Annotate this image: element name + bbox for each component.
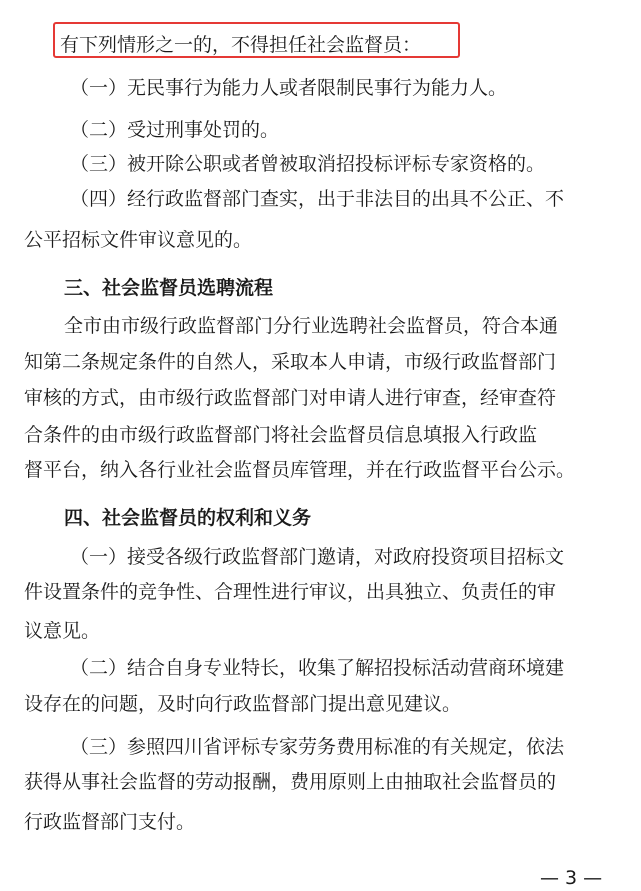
doc-line-p3-3: 审核的方式，由市级行政监督部门对申请人进行审查，经审查符: [24, 387, 557, 409]
doc-line-item-4-cont: 公平招标文件审议意见的。: [24, 229, 253, 251]
doc-line-p4-1: （一）接受各级行政监督部门邀请，对政府投资项目招标文: [70, 546, 565, 568]
doc-line-item-1: （一）无民事行为能力人或者限制民事行为能力人。: [70, 77, 508, 99]
doc-line-item-4: （四）经行政监督部门查实，出于非法目的出具不公正、不: [70, 188, 565, 210]
doc-line-p4-2: 件设置条件的竞争性、合理性进行审议，出具独立、负责任的审: [24, 581, 557, 603]
doc-line-item-3: （三）被开除公职或者曾被取消招投标评标专家资格的。: [70, 153, 546, 175]
doc-line-intro-highlighted: 有下列情形之一的，不得担任社会监督员：: [60, 34, 422, 56]
section-heading-3: 三、社会监督员选聘流程: [64, 277, 274, 299]
doc-line-p4-6: （三）参照四川省评标专家劳务费用标准的有关规定，依法: [70, 736, 565, 758]
doc-line-p3-4: 合条件的由市级行政监督部门将社会监督员信息填报入行政监: [24, 424, 538, 446]
doc-line-p4-3: 议意见。: [24, 620, 101, 642]
doc-line-item-2: （二）受过刑事处罚的。: [70, 119, 280, 141]
section-heading-4: 四、社会监督员的权利和义务: [64, 507, 312, 529]
doc-line-p4-5: 设存在的问题，及时向行政监督部门提出意见建议。: [24, 693, 462, 715]
doc-line-p3-1: 全市由市级行政监督部门分行业选聘社会监督员，符合本通: [64, 315, 559, 337]
page-number: — 3 —: [540, 867, 603, 889]
doc-line-p4-7: 获得从事社会监督的劳动报酬，费用原则上由抽取社会监督员的: [24, 771, 557, 793]
doc-line-p3-2: 知第二条规定条件的自然人，采取本人申请，市级行政监督部门: [24, 351, 557, 373]
doc-line-p4-8: 行政监督部门支付。: [24, 811, 196, 833]
doc-line-p3-5: 督平台，纳入各行业社会监督员库管理，并在行政监督平台公示。: [24, 459, 576, 481]
doc-line-p4-4: （二）结合自身专业特长，收集了解招投标活动营商环境建: [70, 657, 565, 679]
